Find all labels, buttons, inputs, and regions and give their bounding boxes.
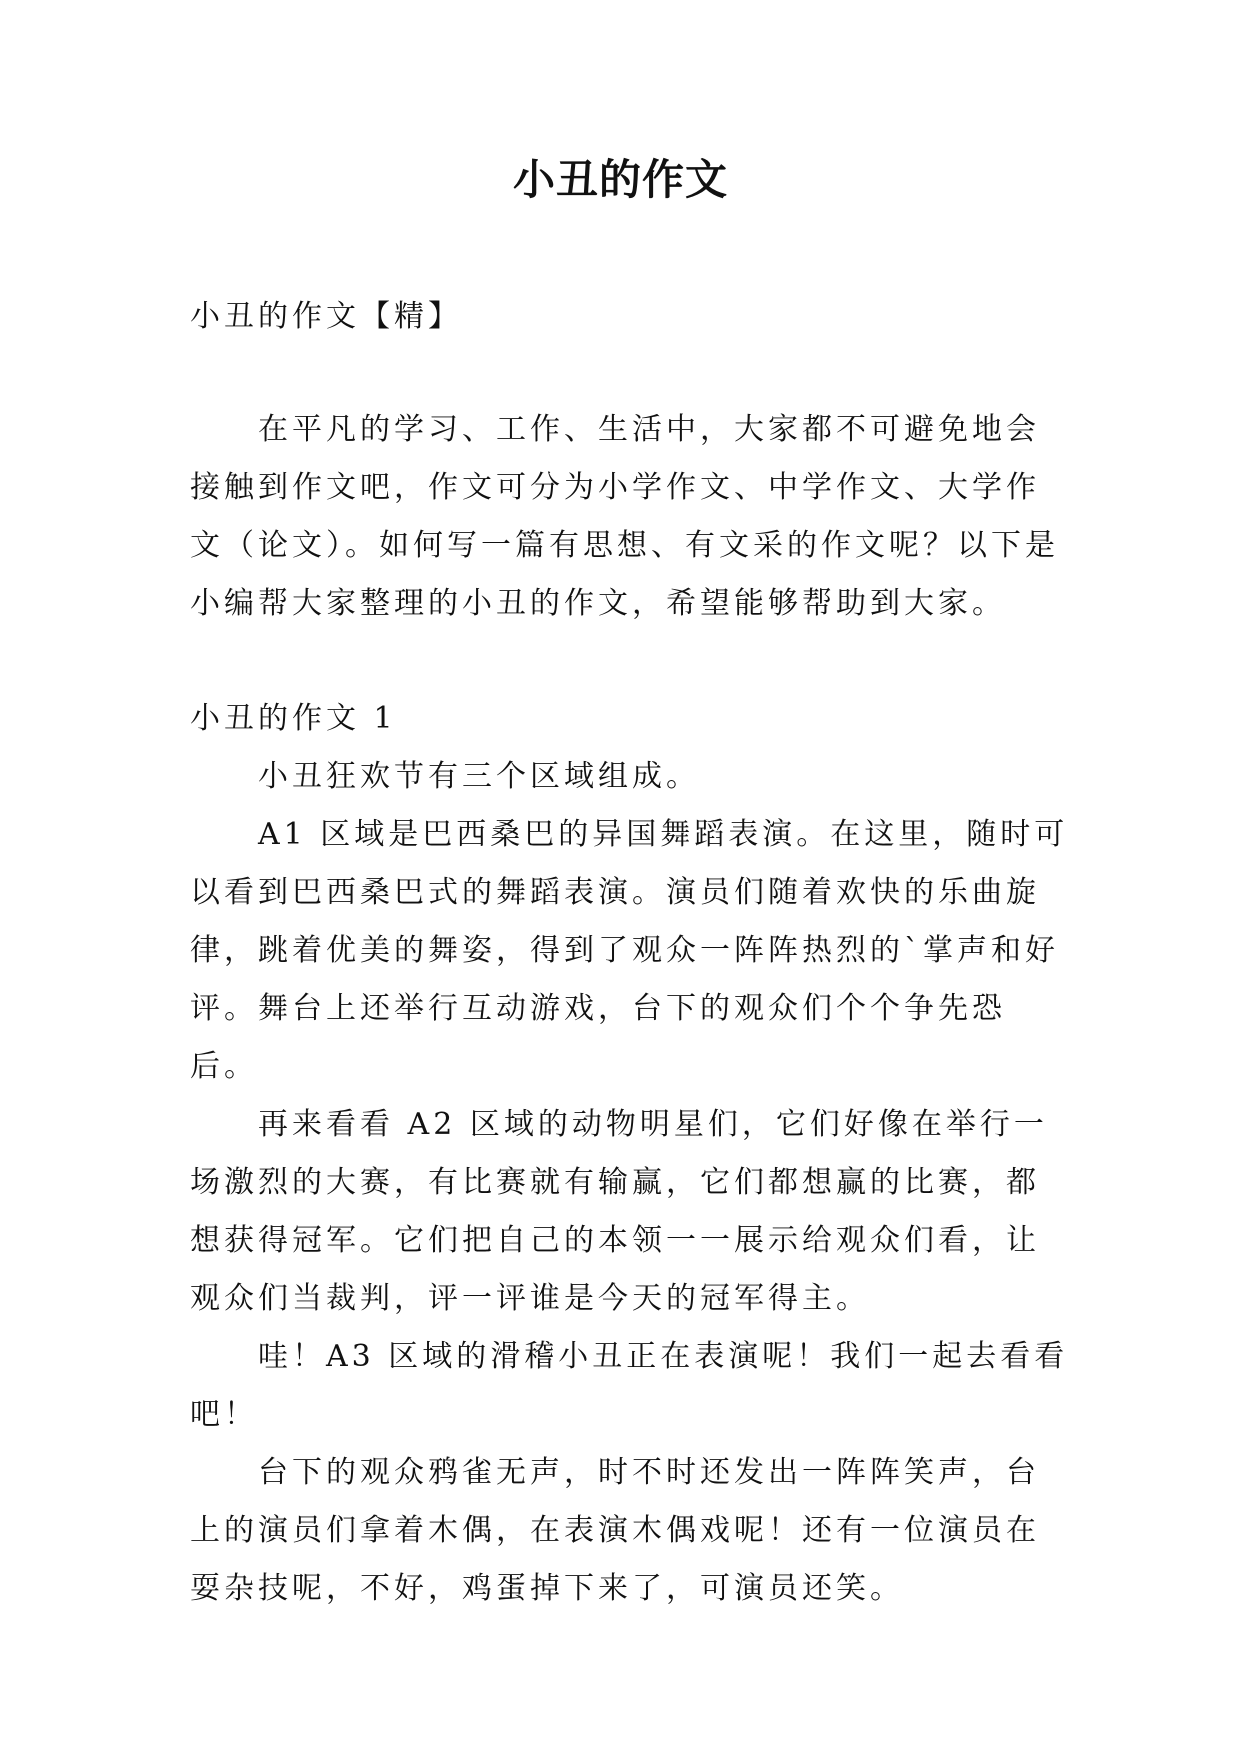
intro-paragraph: 在平凡的学习、工作、生活中，大家都不可避免地会接触到作文吧，作文可分为小学作文、中学作文、大学作文（论文）。如何写一篇有思想、有文采的作文呢？以下是小编帮大家整理的小丑的作文，希望能够帮助到大家。 — [190, 412, 1059, 621]
section-heading: 小丑的作文 1 — [190, 701, 397, 736]
article-paragraph-2: A1 区域是巴西桑巴的异国舞蹈表演。在这里，随时可以看到巴西桑巴式的舞蹈表演。演员们随着欢快的乐曲旋律，跳着优美的舞姿，得到了观众一阵阵热烈的`掌声和好评。舞台上还举行互动游戏，台下的观众们个个争先恐后。 — [190, 817, 1069, 1084]
document-title: 小丑的作文 — [512, 155, 728, 204]
intro-block — [190, 401, 1070, 633]
article-paragraph-3: 再来看看 A2 区域的动物明星们，它们好像在举行一场激烈的大赛，有比赛就有输赢，它们都想赢的比赛，都想获得冠军。它们把自己的本领一一展示给观众们看，让观众们当裁判，评一评谁是今天的冠军得主。 — [190, 1107, 1048, 1316]
article-paragraph-1: 小丑狂欢节有三个区域组成。 — [258, 759, 700, 794]
article-paragraph-5: 台下的观众鸦雀无声，时不时还发出一阵阵笑声，台上的演员们拿着木偶，在表演木偶戏呢！还有一位演员在耍杂技呢，不好，鸡蛋掉下来了，可演员还笑。 — [190, 1455, 1040, 1606]
document-subtitle: 小丑的作文【精】 — [190, 299, 462, 334]
article-paragraph-4: 哇！A3 区域的滑稽小丑正在表演呢！我们一起去看看吧！ — [190, 1339, 1069, 1432]
article-body — [190, 748, 1070, 1618]
